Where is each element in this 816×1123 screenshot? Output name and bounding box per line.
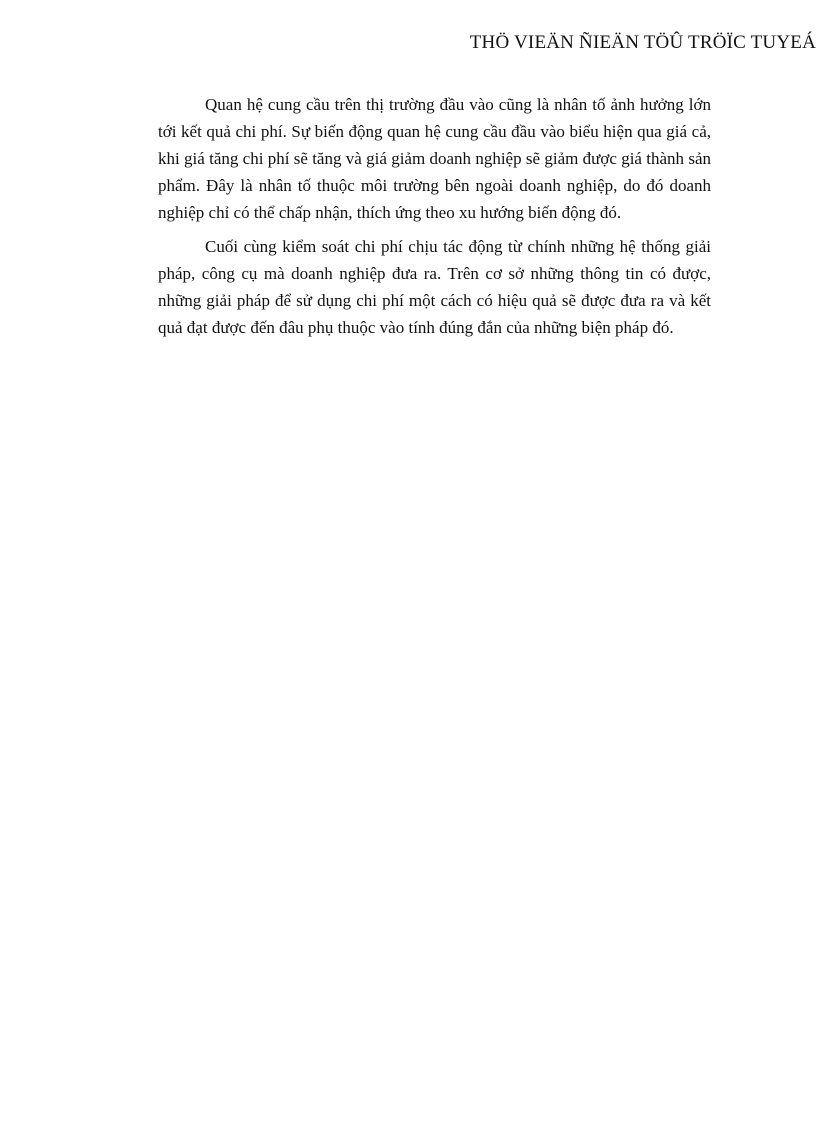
body-text — [158, 91, 711, 348]
paragraph-1: Quan hệ cung cầu trên thị trường đầu vào cũng là nhân tố ảnh hưởng lớn tới kết quả chi phí. Sự biến động quan hệ cung cầu đầu vào biểu hiện qua giá cả, khi giá tăng chi phí sẽ tăng và giá giảm doanh nghiệp sẽ giảm được giá thành sản phẩm. Đây là nhân tố thuộc môi trường bên ngoài doanh nghiệp, do đó doanh nghiệp chỉ có thể chấp nhận, thích ứng theo xu hướng biến động đó. — [158, 95, 711, 222]
paragraph-2: Cuối cùng kiểm soát chi phí chịu tác động từ chính những hệ thống giải pháp, công cụ mà doanh nghiệp đưa ra. Trên cơ sở những thông tin có được, những giải pháp để sử dụng chi phí một cách có hiệu quả sẽ được đưa ra và kết quả đạt được đến đâu phụ thuộc vào tính đúng đắn của những biện pháp đó. — [158, 237, 711, 337]
running-header: THÖ VIEÄN ÑIEÄN TÖÛ TRÖÏC TUYEÁ — [469, 32, 816, 53]
